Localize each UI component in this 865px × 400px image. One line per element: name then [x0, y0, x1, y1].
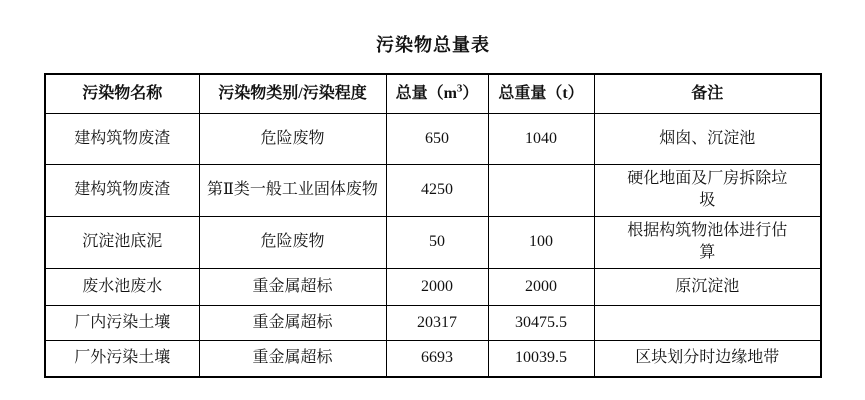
- table-row: [45, 216, 821, 268]
- cell-note: 硬化地面及厂房拆除垃圾: [594, 164, 821, 216]
- cell-pollutant-name: 建构筑物废渣: [45, 164, 199, 216]
- table-row: [45, 268, 821, 305]
- cell-weight: [488, 164, 594, 216]
- cell-weight: 10039.5: [488, 340, 594, 377]
- cell-volume: 50: [386, 216, 488, 268]
- cell-category: 危险废物: [199, 113, 386, 164]
- cell-volume: 20317: [386, 305, 488, 340]
- cell-weight: 100: [488, 216, 594, 268]
- cell-weight: 2000: [488, 268, 594, 305]
- pollutants-table: [44, 73, 822, 378]
- cell-volume: 650: [386, 113, 488, 164]
- header-cell-note: 备注: [594, 74, 821, 113]
- header-cell-category: 污染物类别/污染程度: [199, 74, 386, 113]
- table-row: [45, 340, 821, 377]
- cell-volume: 4250: [386, 164, 488, 216]
- header-cell-volume: [386, 74, 488, 113]
- header-cell-weight: 总重量（t）: [488, 74, 594, 113]
- cell-volume: 2000: [386, 268, 488, 305]
- table-row: [45, 305, 821, 340]
- cell-note: 区块划分时边缘地带: [594, 340, 821, 377]
- cell-pollutant-name: 沉淀池底泥: [45, 216, 199, 268]
- table-title: 污染物总量表: [376, 35, 490, 55]
- header-cell-pollutant-name: 污染物名称: [45, 74, 199, 113]
- cell-pollutant-name: 厂外污染土壤: [45, 340, 199, 377]
- cell-note: [594, 305, 821, 340]
- cell-category: 第Ⅱ类一般工业固体废物: [199, 164, 386, 216]
- cell-category: 重金属超标: [199, 305, 386, 340]
- cell-note: 烟囱、沉淀池: [594, 113, 821, 164]
- cell-category: 重金属超标: [199, 268, 386, 305]
- cell-category: 危险废物: [199, 216, 386, 268]
- cell-note: 根据构筑物池体进行估算: [594, 216, 821, 268]
- cell-note: 原沉淀池: [594, 268, 821, 305]
- cell-volume: 6693: [386, 340, 488, 377]
- cell-weight: 1040: [488, 113, 594, 164]
- volume-label-suffix: ）: [462, 84, 479, 102]
- cell-pollutant-name: 厂内污染土壤: [45, 305, 199, 340]
- table-row: [45, 113, 821, 164]
- cell-category: 重金属超标: [199, 340, 386, 377]
- cell-weight: 30475.5: [488, 305, 594, 340]
- volume-superscript: 3: [456, 82, 463, 95]
- volume-label-prefix: 总量（m: [395, 84, 457, 102]
- header-row: [45, 74, 821, 113]
- cell-pollutant-name: 建构筑物废渣: [45, 113, 199, 164]
- cell-pollutant-name: 废水池废水: [45, 268, 199, 305]
- table-row: [45, 164, 821, 216]
